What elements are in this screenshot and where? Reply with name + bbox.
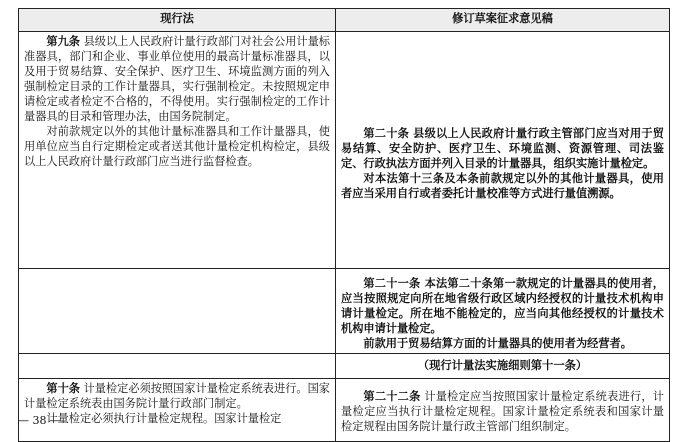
article-text: 本法第二十条第一款规定的计量器具的使用者，应当按照规定向所在地省级行政区域内经授权的计量技术机构申请计量检定。所在地不能检定的，应当向其他经授权的计量技术机构申请计量检定。 [341, 276, 664, 335]
table-row [19, 354, 670, 379]
article-label: 第二十二条 [363, 389, 421, 403]
article-text: 县级以上人民政府计量行政主管部门应当对用于贸易结算、安全防护、医疗卫生、环境监测、资源管理、司法鉴定、行政执法方面并列入目录的计量器具，组织实施计量检定。 [341, 126, 664, 170]
draft-article-21 [336, 269, 670, 354]
table-header-row [19, 9, 670, 32]
paragraph [341, 276, 664, 336]
paragraph: 对前款规定以外的其他计量标准器具和工作计量器具，使用单位应当自行定期检定或者送其他计量检定机构检定，县级以上人民政府计量行政部门应当进行监督检查。 [24, 125, 330, 168]
paragraph: 前款用于贸易结算方面的计量器具的使用者为经营者。 [363, 336, 632, 350]
current-law-empty-cell [19, 269, 336, 354]
paragraph [24, 381, 330, 411]
column-header-current-law: 现行法 [19, 9, 336, 32]
article-label: 第二十条 [363, 126, 410, 140]
current-law-empty-cell [19, 354, 336, 379]
article-text: 计量检定应当按照国家计量检定系统表进行，计量检定应当执行计量检定规程。国家计量检定系统表和国家计量检定规程由国务院计量行政主管部门组织制定。 [341, 390, 664, 433]
table-row [19, 269, 670, 354]
draft-article-22 [336, 379, 670, 442]
source-note-cell [336, 354, 670, 379]
paragraph [341, 126, 664, 171]
article-label: 第二十一条 [363, 276, 421, 290]
current-law-article-9 [19, 32, 336, 269]
draft-article-20 [336, 32, 670, 269]
page-number: — 38 — [18, 414, 61, 427]
paragraph: 计量检定必须执行计量检定规程。国家计量检定 [46, 412, 282, 425]
table-row [19, 379, 670, 442]
article-text: 计量检定必须按照国家计量检定系统表进行。国家计量检定系统表由国务院计量行政部门制定。 [24, 382, 330, 410]
document-page [6, 4, 678, 436]
paragraph [341, 389, 664, 434]
article-text: 县级以上人民政府计量行政部门对社会公用计量标准器具，部门和企业、事业单位使用的最高计量标准器具，以及用于贸易结算、安全保护、医疗卫生、环境监测方面的列入强制检定目录的工作计量器具，实行强制检定。未按照规定申请检定或者检定不合格的，不得使用。实行强制检定的工作计量器具的目录和管理办法，由国务院制定。 [24, 35, 330, 123]
paragraph [24, 34, 330, 124]
article-label: 第十条 [46, 381, 80, 395]
current-law-article-10 [19, 379, 336, 442]
comparison-table [18, 8, 670, 442]
paragraph: 对本法第十三条及本条前款规定以外的其他计量器具，使用者应当采用自行或者委托计量校准等方式进行量值溯源。 [341, 171, 664, 200]
table-row [19, 32, 670, 269]
source-note: （现行计量法实施细则第十一条） [417, 358, 588, 372]
article-label: 第九条 [46, 34, 80, 48]
column-header-revision-draft: 修订草案征求意见稿 [336, 9, 670, 32]
